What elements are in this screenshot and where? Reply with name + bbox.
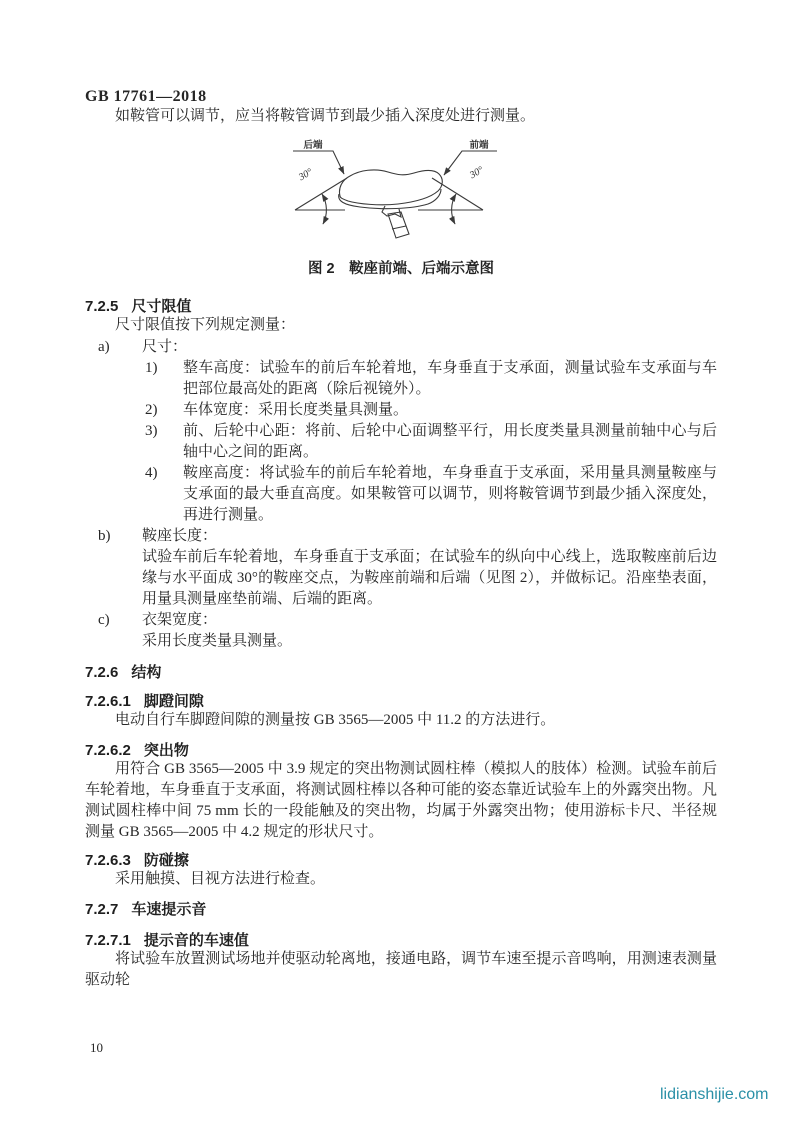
rear-end-label: 后端 [303,140,323,151]
right-angle-arc [452,194,456,224]
heading-number: 7.2.6.1 [85,693,131,710]
heading-title: 尺寸限值 [131,298,192,315]
list-item-body: 采用长度类量具测量。 [142,633,293,649]
heading-number: 7.2.5 [85,298,119,315]
list-marker: 4) [145,465,158,481]
figure-2-caption: 图 2 鞍座前端、后端示意图 [307,261,495,277]
watermark-text: lidianshijie.com [660,1086,769,1103]
heading-title: 结构 [131,664,162,681]
left-angle-value: 30° [296,166,315,184]
heading-7-2-6 [85,664,717,681]
heading-title: 提示音的车速值 [143,932,249,949]
list-item-title: 尺寸： [142,339,188,355]
heading-title: 防碰擦 [143,852,189,869]
list-item-a1 [85,358,717,400]
list-item-a3 [85,421,717,463]
heading-7-2-7-1 [85,932,717,949]
list-item-a [85,337,717,358]
list-marker: c) [98,612,110,628]
list-item-b [85,526,717,610]
list-item-c [85,610,717,652]
intro-paragraph: 如鞍管可以调节，应当将鞍管调节到最少插入深度处进行测量。 [115,108,536,124]
list-item-title: 衣架宽度： [142,612,218,628]
list-item-text: 整车高度：试验车的前后车轮着地，车身垂直于支承面，测量试验车支承面与车把部位最高处的距离（除后视镜外）。 [183,360,717,397]
saddle-outline [339,170,442,205]
heading-title: 脚蹬间隙 [143,693,204,710]
list-marker: 1) [145,360,158,376]
list-marker: a) [98,339,110,355]
list-item-text: 车体宽度：采用长度类量具测量。 [183,402,409,418]
heading-title: 车速提示音 [131,901,207,918]
page-content [85,0,717,991]
front-end-label: 前端 [469,140,489,151]
measurement-list [85,337,717,652]
heading-number: 7.2.6.2 [85,742,131,759]
list-marker: 2) [145,402,158,418]
paragraph-7-2-6-2: 用符合 GB 3565—2005 中 3.9 规定的突出物测试圆柱棒（模拟人的肢体）检测。试验车前后车轮着地，车身垂直于支承面，将测试圆柱棒以各种可能的姿态靠近试验车上的外露突出物。凡测试圆柱棒中间 75 mm 长的一段能触及的突出物，均属于外露突出物；使用游标卡尺、半径规测量 GB 3565—2005 中 4.2 规定的形状尺寸。 [85,761,717,840]
list-item-body: 试验车前后车轮着地，车身垂直于支承面；在试验车的纵向中心线上，选取鞍座前后边缘与水平面成 30°的鞍座交点，为鞍座前端和后端（见图 2），并做标记。沿座垫表面，用量具测量座垫前端、后端的距离。 [142,549,717,607]
saddle-clamp [382,206,401,217]
heading-number: 7.2.6 [85,664,119,681]
heading-7-2-6-3 [85,852,717,869]
list-item-a2 [85,400,717,421]
heading-7-2-6-2 [85,742,717,759]
heading-7-2-7 [85,901,717,918]
heading-number: 7.2.6.3 [85,852,131,869]
heading-7-2-5 [85,298,717,315]
page-number: 10 [90,1040,103,1055]
heading-number: 7.2.7.1 [85,932,131,949]
list-item-a4 [85,463,717,526]
paragraph-7-2-7-1: 将试验车放置测试场地并使驱动轮离地，接通电路，调节车速至提示音鸣响，用测速表测量驱动轮 [85,951,717,988]
list-item-title: 鞍座长度： [142,528,218,544]
list-item-text: 前、后轮中心距：将前、后轮中心面调整平行，用长度类量具测量前轴中心与后轴中心之间的距离。 [183,423,717,460]
list-marker: b) [98,528,111,544]
saddle-rim [339,189,441,209]
figure-2 [280,138,530,248]
right-angle-value: 30° [467,164,486,182]
standard-number-header: GB 17761—2018 [85,88,207,105]
list-marker: 3) [145,423,158,439]
left-angle-arc [322,194,326,224]
saddle-diagram [280,138,530,248]
heading-7-2-6-1 [85,693,717,710]
list-item-text: 鞍座高度：将试验车的前后车轮着地，车身垂直于支承面，采用量具测量鞍座与支承面的最大垂直高度。如果鞍管可以调节，则将鞍管调节到最少插入深度处，再进行测量。 [183,465,717,523]
heading-number: 7.2.7 [85,901,119,918]
paragraph-7-2-5: 尺寸限值按下列规定测量： [115,317,296,333]
paragraph-7-2-6-3: 采用触摸、目视方法进行检查。 [115,871,326,887]
paragraph-7-2-6-1: 电动自行车脚蹬间隙的测量按 GB 3565—2005 中 11.2 的方法进行。 [115,712,556,728]
heading-title: 突出物 [143,742,189,759]
